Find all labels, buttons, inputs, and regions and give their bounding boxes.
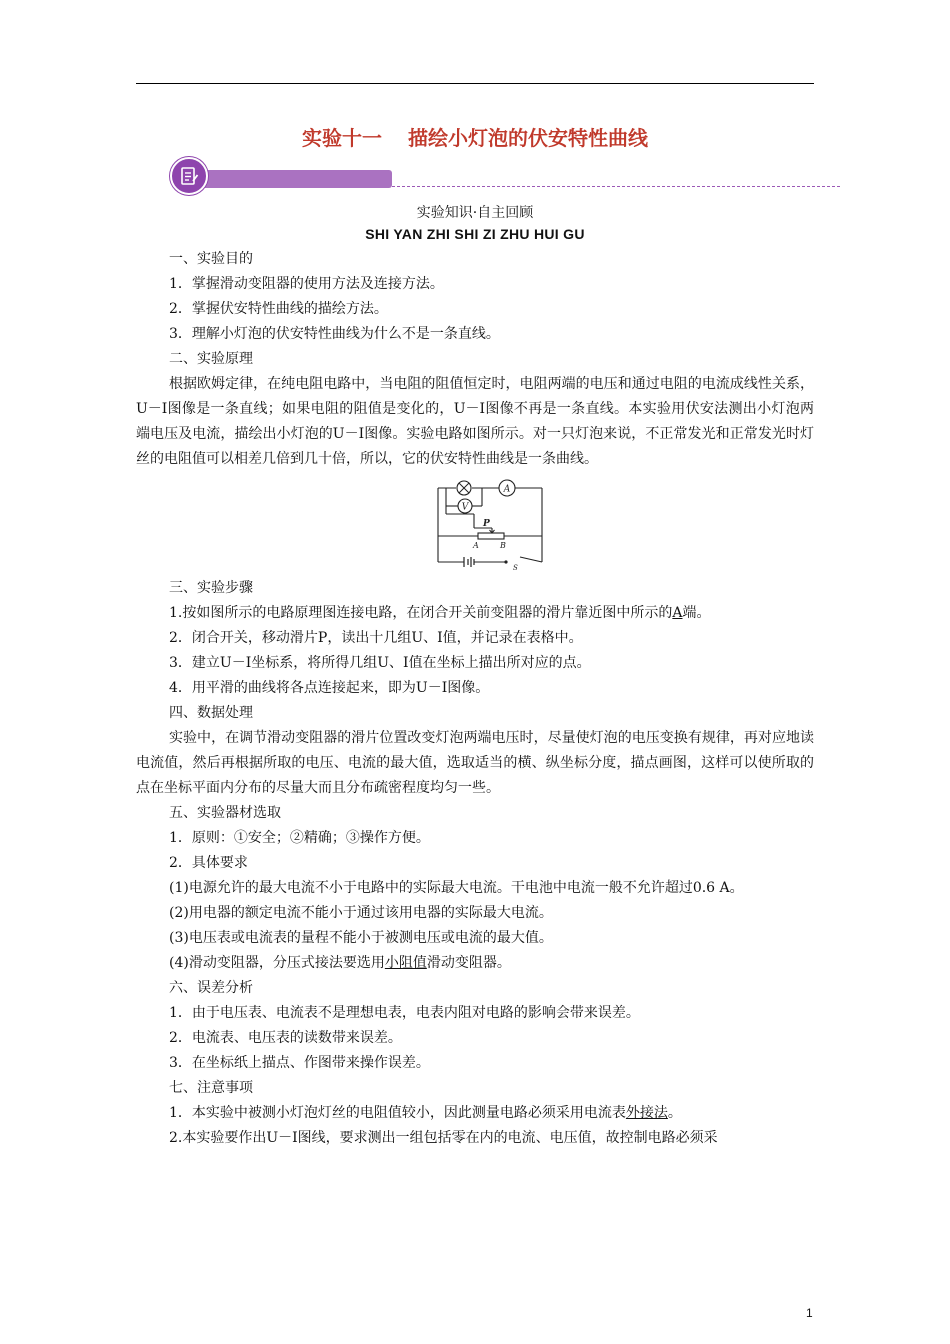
error-item-2: 2．电流表、电压表的读数带来误差。 <box>169 1030 402 1046</box>
equipment-req-4-a: (4)滑动变阻器，分压式接法要选用 <box>169 955 385 971</box>
note-1-b: 。 <box>667 1105 682 1121</box>
heading-principle: 二、实验原理 <box>169 351 253 367</box>
equipment-item-1: 1．原则：①安全；②精确；③操作方便。 <box>169 830 430 846</box>
step-4: 4．用平滑的曲线将各点连接起来，即为U－I图像。 <box>169 680 490 696</box>
note-1 <box>136 1101 814 1126</box>
error-item-3: 3．在坐标纸上描点、作图带来操作误差。 <box>169 1055 430 1071</box>
ammeter-label: A <box>503 484 511 495</box>
note-1-underlined: 外接法 <box>625 1105 668 1121</box>
heading-error: 六、误差分析 <box>169 980 253 996</box>
heading-data-processing: 四、数据处理 <box>169 705 253 721</box>
slider-arrow-icon <box>490 528 495 533</box>
section-banner <box>170 157 392 193</box>
step-1-underlined: A <box>672 605 683 621</box>
equipment-item-2: 2．具体要求 <box>169 855 248 871</box>
notebook-icon <box>170 157 208 195</box>
end-a-label: A <box>473 541 479 550</box>
principle-paragraph: 根据欧姆定律，在纯电阻电路中，当电阻的阻值恒定时，电阻两端的电压和通过电阻的电流成线性关系，U－I图像是一条直线；如果电阻的阻值是变化的，U－I图像不再是一条直线。本实验用伏安法测出小灯泡两端电压及电流，描绘出小灯泡的U－I图像。实验电路如图所示。对一只灯泡来说，不正常发光和正常发光时灯丝的电阻值可以相差几倍到几十倍，所以，它的伏安特性曲线是一条曲线。 <box>136 376 814 467</box>
step-1 <box>136 601 814 626</box>
page-title <box>0 122 950 151</box>
banner-bar <box>190 170 392 188</box>
section-title: 实验知识·自主回顾 <box>416 205 534 221</box>
document-body <box>136 247 814 1151</box>
step-1-text-b: 端。 <box>682 605 711 621</box>
equipment-req-2: (2)用电器的额定电流不能小于通过该用电器的实际最大电流。 <box>169 905 553 921</box>
circuit-diagram <box>434 478 546 570</box>
title-experiment-name: 描绘小灯泡的伏安特性曲线 <box>408 126 648 150</box>
equipment-req-4 <box>136 951 814 976</box>
error-item-1: 1．由于电压表、电流表不是理想电表，电表内阻对电路的影响会带来误差。 <box>169 1005 640 1021</box>
end-b-label: B <box>500 541 506 550</box>
step-1-text-a: 1.按如图所示的电路原理图连接电路，在闭合开关前变阻器的滑片靠近图中所示的 <box>169 605 673 621</box>
purpose-item-1: 1．掌握滑动变阻器的使用方法及连接方法。 <box>169 276 444 292</box>
note-2: 2.本实验要作出U－I图线，要求测出一组包括零在内的电流、电压值，故控制电路必须采 <box>169 1130 718 1146</box>
step-2: 2．闭合开关，移动滑片P，读出十几组U、I值，并记录在表格中。 <box>169 630 583 646</box>
switch-label: S <box>513 564 518 570</box>
heading-purpose: 一、实验目的 <box>169 251 253 267</box>
slider-label: P <box>483 519 490 529</box>
header-rule <box>136 83 814 84</box>
equipment-req-4-b: 滑动变阻器。 <box>426 955 511 971</box>
dashed-divider <box>392 186 840 187</box>
equipment-req-3: (3)电压表或电流表的量程不能小于被测电压或电流的最大值。 <box>169 930 553 946</box>
page-number: 1 <box>806 1306 813 1320</box>
section-pinyin: SHI YAN ZHI SHI ZI ZHU HUI GU <box>365 226 585 242</box>
equipment-req-1: (1)电源允许的最大电流不小于电路中的实际最大电流。干电池中电流一般不允许超过0.6 A。 <box>169 880 744 896</box>
heading-equipment: 五、实验器材选取 <box>169 805 281 821</box>
equipment-req-4-underlined: 小阻值 <box>384 955 427 971</box>
title-experiment-number: 实验十一 <box>302 126 382 150</box>
step-3: 3．建立U－I坐标系，将所得几组U、I值在坐标上描出所对应的点。 <box>169 655 591 671</box>
heading-notes: 七、注意事项 <box>169 1080 253 1096</box>
purpose-item-2: 2．掌握伏安特性曲线的描绘方法。 <box>169 301 388 317</box>
voltmeter-label: V <box>461 502 469 513</box>
heading-steps: 三、实验步骤 <box>169 580 253 596</box>
purpose-item-3: 3．理解小灯泡的伏安特性曲线为什么不是一条直线。 <box>169 326 500 342</box>
data-processing-paragraph: 实验中，在调节滑动变阻器的滑片位置改变灯泡两端电压时，尽量使灯泡的电压变换有规律，再对应地读电流值，然后再根据所取的电压、电流的最大值，选取适当的横、纵坐标分度，描点画图，这样可以使所取的点在坐标平面内分布的尽量大而且分布疏密程度均匀一些。 <box>136 730 814 796</box>
lamp-icon <box>457 481 471 495</box>
note-1-a: 1．本实验中被测小灯泡灯丝的电阻值较小，因此测量电路必须采用电流表 <box>169 1105 626 1121</box>
